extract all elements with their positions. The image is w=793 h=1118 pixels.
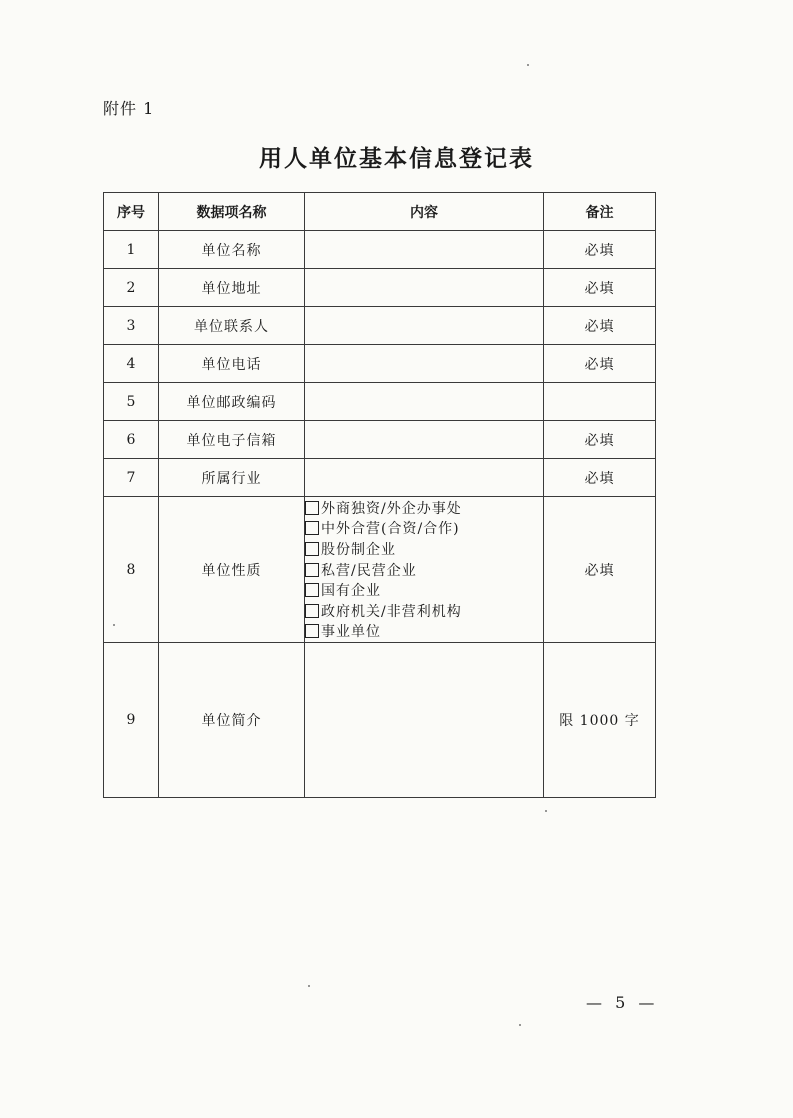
item-note: 必填	[544, 231, 656, 269]
row-number: 5	[104, 383, 159, 421]
checkbox[interactable]	[305, 501, 319, 515]
table-row	[104, 643, 656, 798]
scan-speck	[527, 64, 529, 66]
checkbox[interactable]	[305, 604, 319, 618]
header-item-name: 数据项名称	[159, 193, 305, 231]
unit-nature-options	[305, 497, 544, 643]
checkbox[interactable]	[305, 542, 319, 556]
table-row	[104, 269, 656, 307]
table-row	[104, 497, 656, 643]
item-note: 必填	[544, 421, 656, 459]
scan-speck	[308, 985, 310, 987]
item-name: 单位名称	[159, 231, 305, 269]
content-field-unit-name[interactable]	[305, 231, 544, 269]
item-note: 必填	[544, 497, 656, 643]
scan-speck	[545, 810, 547, 812]
content-field-industry[interactable]	[305, 459, 544, 497]
item-name: 单位联系人	[159, 307, 305, 345]
option-government-nonprofit[interactable]: 政府机关/非营利机构	[305, 600, 543, 621]
checkbox[interactable]	[305, 563, 319, 577]
item-note: 必填	[544, 345, 656, 383]
option-joint-stock[interactable]: 股份制企业	[305, 539, 543, 560]
table-row	[104, 383, 656, 421]
item-note: 必填	[544, 307, 656, 345]
table-row	[104, 307, 656, 345]
content-field-phone[interactable]	[305, 345, 544, 383]
content-field-address[interactable]	[305, 269, 544, 307]
checkbox[interactable]	[305, 521, 319, 535]
registration-table	[103, 192, 656, 798]
header-note: 备注	[544, 193, 656, 231]
row-number: 2	[104, 269, 159, 307]
table-header-row	[104, 193, 656, 231]
row-number: 3	[104, 307, 159, 345]
row-number: 8	[104, 497, 159, 643]
option-joint-venture[interactable]: 中外合营(合资/合作)	[305, 518, 543, 539]
item-name: 单位地址	[159, 269, 305, 307]
header-seq: 序号	[104, 193, 159, 231]
row-number: 1	[104, 231, 159, 269]
item-note: 限 1000 字	[544, 643, 656, 798]
scan-speck	[113, 624, 115, 626]
item-note: 必填	[544, 459, 656, 497]
scan-speck	[519, 1024, 521, 1026]
table-row	[104, 421, 656, 459]
item-name: 单位电子信箱	[159, 421, 305, 459]
item-note: 必填	[544, 269, 656, 307]
table-row	[104, 459, 656, 497]
row-number: 4	[104, 345, 159, 383]
table-row	[104, 231, 656, 269]
checkbox[interactable]	[305, 624, 319, 638]
option-private[interactable]: 私营/民营企业	[305, 559, 543, 580]
option-state-owned[interactable]: 国有企业	[305, 580, 543, 601]
row-number: 9	[104, 643, 159, 798]
content-field-email[interactable]	[305, 421, 544, 459]
page-number: — 5 —	[586, 993, 659, 1012]
header-content: 内容	[305, 193, 544, 231]
form-title: 用人单位基本信息登记表	[259, 146, 534, 172]
content-field-postcode[interactable]	[305, 383, 544, 421]
row-number: 7	[104, 459, 159, 497]
item-note	[544, 383, 656, 421]
content-field-contact[interactable]	[305, 307, 544, 345]
item-name: 单位电话	[159, 345, 305, 383]
item-name: 单位简介	[159, 643, 305, 798]
checkbox[interactable]	[305, 583, 319, 597]
option-foreign-owned[interactable]: 外商独资/外企办事处	[305, 497, 543, 518]
item-name: 单位性质	[159, 497, 305, 643]
attachment-label: 附件 1	[103, 99, 155, 118]
content-field-profile[interactable]	[305, 643, 544, 798]
item-name: 所属行业	[159, 459, 305, 497]
option-public-institution[interactable]: 事业单位	[305, 621, 543, 642]
row-number: 6	[104, 421, 159, 459]
table-row	[104, 345, 656, 383]
item-name: 单位邮政编码	[159, 383, 305, 421]
